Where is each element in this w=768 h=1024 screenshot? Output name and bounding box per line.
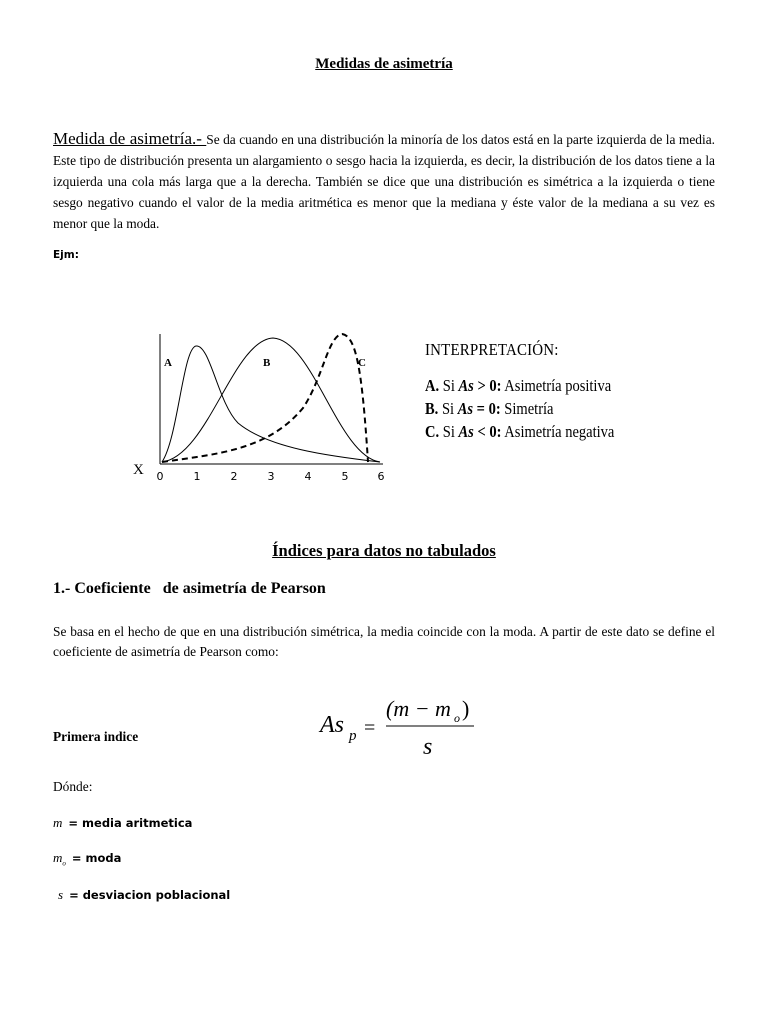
formula-equals: = (364, 717, 376, 739)
intro-lead: Medida de asimetría.- (53, 129, 207, 148)
tick-label: 6 (377, 470, 385, 483)
item-key: A. (425, 376, 440, 395)
pearson-formula (318, 694, 488, 764)
definition-text: = moda (71, 851, 122, 865)
interpretation-item-c (425, 420, 614, 443)
item-key: C. (425, 422, 440, 441)
item-cond: < 0: (477, 422, 502, 441)
item-meaning: Asimetría positiva (504, 376, 612, 395)
curve-a (162, 346, 380, 462)
tick-label: 2 (230, 470, 238, 483)
definition-symbol: s (58, 887, 64, 902)
primera-indice-label: Primera indice (53, 729, 139, 744)
curve-label-b: B (263, 357, 271, 369)
page-title: Medidas de asimetría (315, 56, 453, 72)
interpretation-title: INTERPRETACIÓN: (425, 340, 559, 359)
curve-label-c: C (358, 357, 366, 369)
item-key: B. (425, 399, 439, 418)
formula-numerator-end: ) (462, 696, 470, 721)
distribution-figure (128, 328, 398, 488)
interpretation-list (425, 374, 640, 443)
definition-moda (53, 850, 121, 868)
curve-label-a: A (164, 357, 172, 369)
definition-media (53, 815, 192, 833)
example-label: Ejm: (53, 249, 79, 261)
item-si: Si (442, 376, 455, 395)
item-meaning: Simetría (504, 399, 554, 418)
definition-desviacion (58, 887, 230, 905)
subsection-title: 1.- Coeficiente de asimetría de Pearson (53, 580, 326, 597)
donde-label: Dónde: (53, 779, 93, 794)
interpretation-item-a (425, 374, 614, 397)
tick-label: 4 (304, 470, 312, 483)
item-var: As (458, 422, 474, 441)
item-var: As (457, 399, 474, 418)
definition-symbol: m (53, 815, 63, 830)
tick-label: 5 (341, 470, 349, 483)
curve-c (162, 334, 368, 462)
tick-label: 1 (193, 470, 201, 483)
interpretation-item-b (425, 397, 614, 420)
formula-denominator: s (423, 734, 433, 760)
tick-label: 0 (156, 470, 164, 483)
item-meaning: Asimetría negativa (504, 422, 615, 441)
item-cond: = 0: (476, 399, 501, 418)
formula-lhs-sub: p (349, 728, 357, 744)
formula-lhs: As (320, 712, 344, 738)
curve-b (162, 338, 380, 462)
definition-text: = media aritmetica (68, 816, 193, 830)
pearson-paragraph: Se basa en el hecho de que en una distribución simétrica, la media coincide con la moda. A partir de este dato se define el coeficiente de asimetría de Pearson como: (53, 624, 715, 659)
x-axis-label: X (133, 462, 144, 478)
intro-paragraph (53, 128, 715, 234)
intro-text: Se da cuando en una distribución la minoría de los datos está en la parte izquierda de la media. Este tipo de distribución presenta un alargamiento o sesgo hacia la izquierda, es decir, la distribución de los datos tiene a la izquierda una cola más larga que a la derecha. También se dice que una distribución es simétrica a la izquierda o tiene sesgo negativo cuando el valor de la media aritmética es menor que la mediana y éste valor de la mediana a su vez es menor que la moda. (53, 132, 715, 231)
item-si: Si (441, 399, 455, 418)
formula-numerator-sub: o (454, 711, 460, 725)
definition-symbol: $m_o$ (53, 850, 66, 868)
interpretation-block (425, 340, 640, 443)
item-cond: > 0: (477, 376, 502, 395)
definition-text: = desviacion poblacional (69, 888, 231, 902)
tick-label: 3 (267, 470, 275, 483)
formula-numerator: (m − m (386, 696, 451, 721)
item-var: As (458, 376, 474, 395)
x-ticks (157, 470, 385, 483)
item-si: Si (442, 422, 455, 441)
section-title: Índices para datos no tabulados (272, 541, 496, 560)
